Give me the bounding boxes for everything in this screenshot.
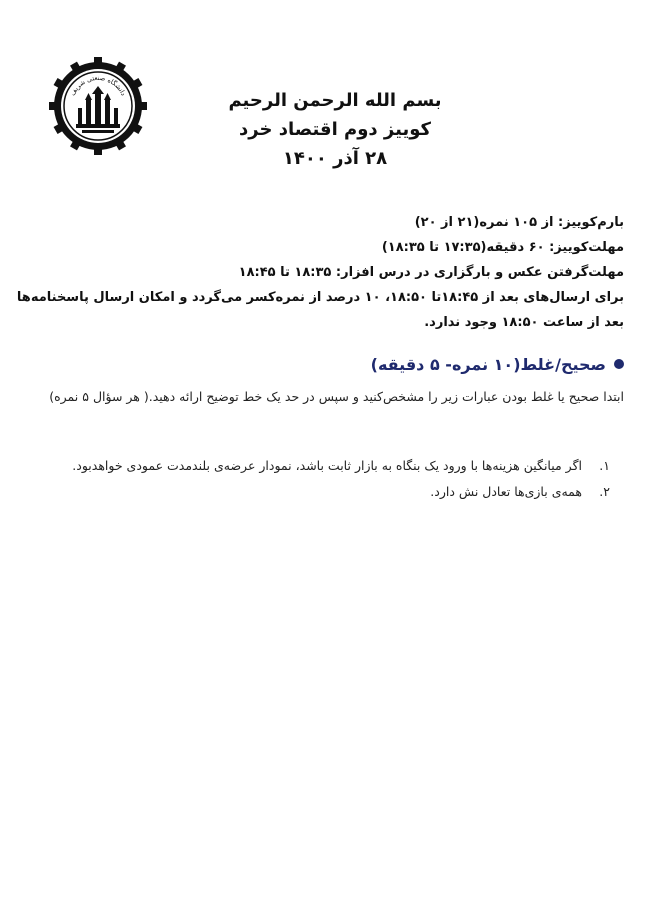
upload-info: مهلت‌گرفتن عکس و بارگزاری در درس افزار: ۱۸:۳۵ تا ۱۸:۴۵ (238, 265, 624, 280)
quiz-info (16, 210, 624, 335)
late-policy-line-2: بعد از ساعت ۱۸:۵۰ وجود ندارد. (424, 315, 624, 330)
late-policy-line-1: برای ارسال‌های بعد از ۱۸:۴۵تا ۱۸:۵۰، ۱۰ درصد از نمره‌کسر می‌گردد و امکان ارسال پاسخنامه‌ها (16, 290, 624, 305)
question-list (60, 453, 610, 505)
question-number: ۱. (599, 458, 610, 473)
section-title (40, 353, 624, 377)
bullet-icon (614, 359, 624, 369)
question-text: همه‌ی بازی‌ها تعادل نش دارد. (430, 484, 582, 499)
university-logo (48, 56, 148, 156)
quiz-date: ۲۸ آذر ۱۴۰۰ (282, 148, 388, 169)
logo-ring-text: دانشگاه صنعتی شریف (68, 73, 128, 98)
question-text: اگر میانگین هزینه‌ها با ورود یک بنگاه به بازار ثابت باشد، نمودار عرضه‌ی بلندمدت عمودی خواهدبود. (72, 458, 582, 473)
section-title-text: صحیح/غلط(۱۰ نمره- ۵ دقیقه) (370, 355, 606, 374)
question-item (60, 479, 610, 505)
basmala: بسم الله الرحمن الرحیم (228, 90, 442, 111)
score-info: بارم‌کوییز: از ۱۰۵ نمره(۲۱ از ۲۰) (414, 215, 624, 230)
quiz-title: کوییز دوم اقتصاد خرد (239, 119, 431, 140)
quiz-header (180, 86, 490, 173)
question-number: ۲. (599, 484, 610, 499)
deadline-info: مهلت‌کوییز: ۶۰ دقیقه(۱۷:۳۵ تا ۱۸:۳۵) (381, 240, 624, 255)
section-intro: ابتدا صحیح یا غلط بودن عبارات زیر را مشخص‌کنید و سپس در حد یک خط توضیح ارائه دهید.( هر سؤال ۵ نمره) (49, 389, 624, 404)
question-item (60, 453, 610, 479)
